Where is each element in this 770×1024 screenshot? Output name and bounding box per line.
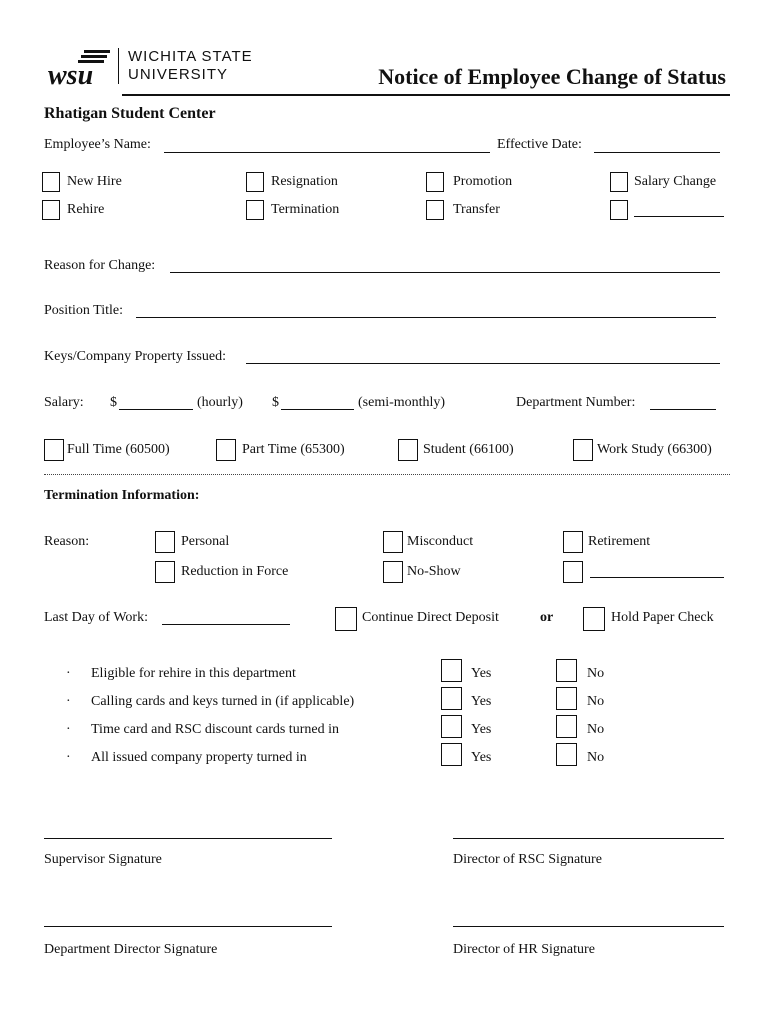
page-title: Notice of Employee Change of Status <box>378 64 726 89</box>
section-divider <box>44 474 730 475</box>
hourly-dollar-sign: $ <box>110 395 117 410</box>
promotion-label: Promotion <box>453 174 513 189</box>
bullet: · <box>66 666 71 681</box>
keys-property-field[interactable] <box>246 363 720 364</box>
director-hr-signature-line[interactable] <box>453 926 724 927</box>
position-title-field[interactable] <box>136 317 716 318</box>
reduction-in-force-checkbox[interactable] <box>155 561 175 583</box>
director-hr-signature-label: Director of HR Signature <box>453 942 595 957</box>
yes-label: Yes <box>471 666 492 681</box>
bullet: · <box>66 694 71 709</box>
part-time-label: Part Time (65300) <box>242 442 345 457</box>
supervisor-signature-label: Supervisor Signature <box>44 852 162 867</box>
semi-monthly-salary-field[interactable] <box>281 409 354 410</box>
cards-keys-yes-checkbox[interactable] <box>441 687 462 710</box>
rehire-eligible-no-checkbox[interactable] <box>556 659 577 682</box>
bullet: · <box>66 750 71 765</box>
wsu-logo <box>46 46 253 92</box>
no-label: No <box>587 666 605 681</box>
reason-for-change-field[interactable] <box>170 272 720 273</box>
department-director-signature-label: Department Director Signature <box>44 942 218 957</box>
new-hire-label: New Hire <box>67 174 122 189</box>
hourly-salary-field[interactable] <box>119 409 193 410</box>
termination-checkbox[interactable] <box>246 200 264 220</box>
no-label: No <box>587 722 605 737</box>
hourly-label: (hourly) <box>197 395 243 410</box>
no-label: No <box>587 750 605 765</box>
transfer-checkbox[interactable] <box>426 200 444 220</box>
work-study-label: Work Study (66300) <box>597 442 712 457</box>
termination-label: Termination <box>271 202 340 217</box>
position-title-label: Position Title: <box>44 303 123 318</box>
checklist-item-rehire-eligible: Eligible for rehire in this department <box>91 666 296 681</box>
continue-deposit-checkbox[interactable] <box>335 607 357 631</box>
checklist-item-time-card: Time card and RSC discount cards turned in <box>91 722 339 737</box>
title-rule <box>122 94 730 96</box>
company-property-yes-checkbox[interactable] <box>441 743 462 766</box>
student-label: Student (66100) <box>423 442 514 457</box>
or-label: or <box>540 610 554 625</box>
personal-label: Personal <box>181 534 230 549</box>
bullet: · <box>66 722 71 737</box>
no-show-label: No-Show <box>407 564 461 579</box>
effective-date-field[interactable] <box>594 152 720 153</box>
wsu-logo-mark <box>46 46 118 92</box>
yes-label: Yes <box>471 694 492 709</box>
director-rsc-signature-label: Director of RSC Signature <box>453 852 602 867</box>
work-study-checkbox[interactable] <box>573 439 593 461</box>
new-hire-checkbox[interactable] <box>42 172 60 192</box>
last-day-field[interactable] <box>162 624 290 625</box>
other-change-field[interactable] <box>634 216 724 217</box>
termination-heading: Termination Information: <box>44 488 200 503</box>
full-time-label: Full Time (60500) <box>67 442 170 457</box>
checklist-item-cards-keys: Calling cards and keys turned in (if applicable) <box>91 694 355 709</box>
other-reason-field[interactable] <box>590 577 724 578</box>
salary-label: Salary: <box>44 395 84 410</box>
logo-line2: UNIVERSITY <box>128 66 229 83</box>
other-reason-checkbox[interactable] <box>563 561 583 583</box>
department-number-label: Department Number: <box>516 395 636 410</box>
retirement-label: Retirement <box>588 534 651 549</box>
yes-label: Yes <box>471 722 492 737</box>
hold-check-label: Hold Paper Check <box>611 610 714 625</box>
transfer-label: Transfer <box>453 202 500 217</box>
other-change-checkbox[interactable] <box>610 200 628 220</box>
semi-monthly-label: (semi-monthly) <box>358 395 446 410</box>
department-director-signature-line[interactable] <box>44 926 332 927</box>
cards-keys-no-checkbox[interactable] <box>556 687 577 710</box>
section-subtitle: Rhatigan Student Center <box>44 105 216 122</box>
semi-monthly-dollar-sign: $ <box>272 395 279 410</box>
no-label: No <box>587 694 605 709</box>
supervisor-signature-line[interactable] <box>44 838 332 839</box>
rehire-eligible-yes-checkbox[interactable] <box>441 659 462 682</box>
reason-for-change-label: Reason for Change: <box>44 258 156 273</box>
last-day-label: Last Day of Work: <box>44 610 148 625</box>
department-number-field[interactable] <box>650 409 716 410</box>
salary-change-checkbox[interactable] <box>610 172 628 192</box>
employee-name-field[interactable] <box>164 152 490 153</box>
no-show-checkbox[interactable] <box>383 561 403 583</box>
promotion-checkbox[interactable] <box>426 172 444 192</box>
personal-checkbox[interactable] <box>155 531 175 553</box>
svg-text:wsu: wsu <box>48 60 94 91</box>
time-card-no-checkbox[interactable] <box>556 715 577 738</box>
resignation-checkbox[interactable] <box>246 172 264 192</box>
effective-date-label: Effective Date: <box>497 137 582 152</box>
retirement-checkbox[interactable] <box>563 531 583 553</box>
company-property-no-checkbox[interactable] <box>556 743 577 766</box>
employee-name-label: Employee’s Name: <box>44 137 151 152</box>
reduction-in-force-label: Reduction in Force <box>181 564 289 579</box>
part-time-checkbox[interactable] <box>216 439 236 461</box>
director-rsc-signature-line[interactable] <box>453 838 724 839</box>
checklist-item-company-property: All issued company property turned in <box>91 750 307 765</box>
misconduct-label: Misconduct <box>407 534 474 549</box>
keys-property-label: Keys/Company Property Issued: <box>44 349 226 364</box>
yes-label: Yes <box>471 750 492 765</box>
hold-check-checkbox[interactable] <box>583 607 605 631</box>
salary-change-label: Salary Change <box>634 174 717 189</box>
resignation-label: Resignation <box>271 174 338 189</box>
rehire-checkbox[interactable] <box>42 200 60 220</box>
termination-reason-label: Reason: <box>44 534 90 549</box>
rehire-label: Rehire <box>67 202 105 217</box>
student-checkbox[interactable] <box>398 439 418 461</box>
time-card-yes-checkbox[interactable] <box>441 715 462 738</box>
misconduct-checkbox[interactable] <box>383 531 403 553</box>
full-time-checkbox[interactable] <box>44 439 64 461</box>
continue-deposit-label: Continue Direct Deposit <box>362 610 499 625</box>
logo-line1: WICHITA STATE <box>128 48 253 65</box>
